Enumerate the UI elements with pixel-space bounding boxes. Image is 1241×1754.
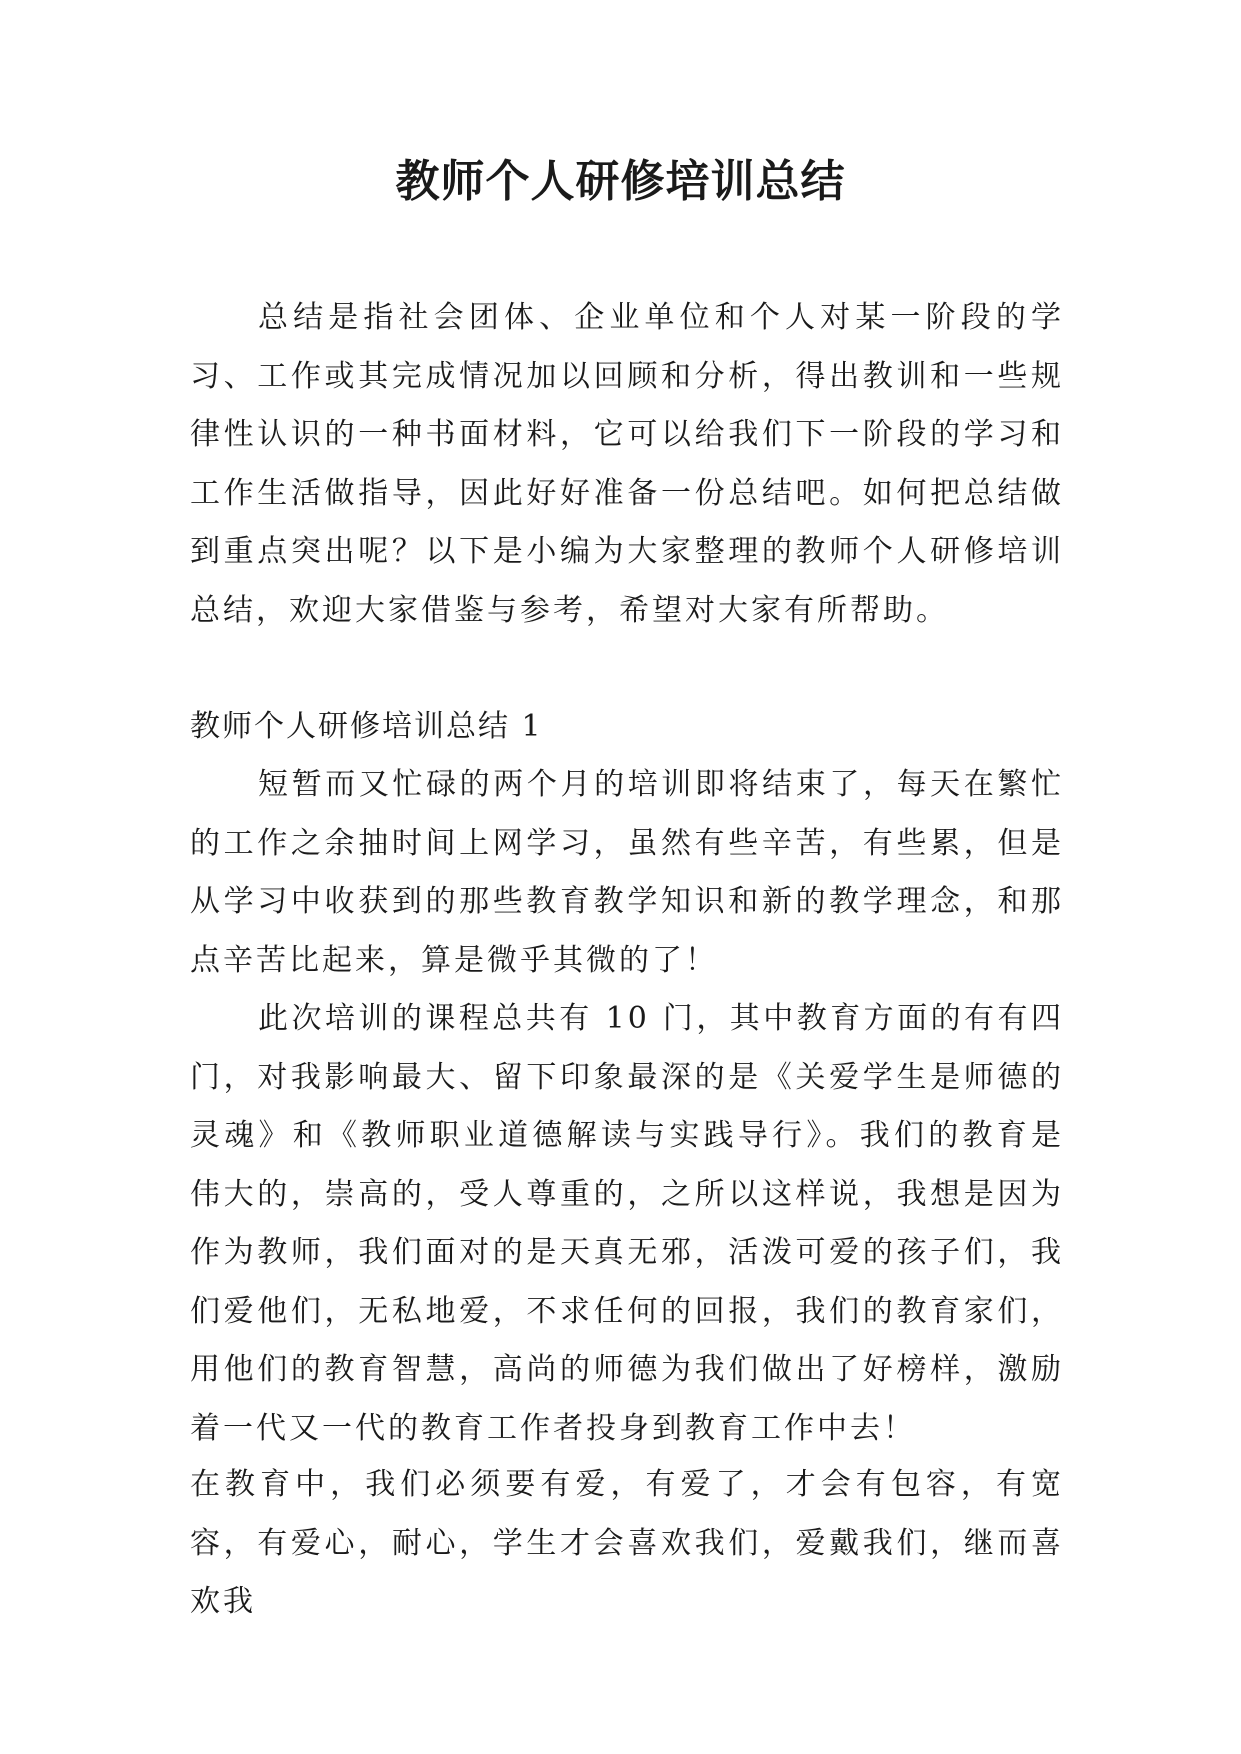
body-paragraph-1: 短暂而又忙碌的两个月的培训即将结束了，每天在繁忙的工作之余抽时间上网学习，虽然有些辛苦，有些累，但是从学习中收获到的那些教育教学知识和新的教学理念，和那点辛苦比起来，算是微乎其微的了！ [190, 767, 1064, 978]
body-paragraph-3: 在教育中，我们必须要有爱，有爱了，才会有包容，有宽容，有爱心，耐心，学生才会喜欢我们，爱戴我们，继而喜欢我 [190, 1467, 1064, 1619]
intro-paragraph: 总结是指社会团体、企业单位和个人对某一阶段的学习、工作或其完成情况加以回顾和分析，得出教训和一些规律性认识的一种书面材料，它可以给我们下一阶段的学习和工作生活做指导，因此好好准备一份总结吧。如何把总结做到重点突出呢？以下是小编为大家整理的教师个人研修培训总结，欢迎大家借鉴与参考，希望对大家有所帮助。 [190, 300, 1064, 628]
section-heading: 教师个人研修培训总结 1 [190, 709, 543, 744]
document-title: 教师个人研修培训总结 [395, 156, 846, 207]
body-paragraph-2: 此次培训的课程总共有 10 门，其中教育方面的有有四门，对我影响最大、留下印象最深的是《关爱学生是师德的灵魂》和《教师职业道德解读与实践导行》。我们的教育是伟大的，崇高的，受人尊重的，之所以这样说，我想是因为作为教师，我们面对的是天真无邪，活泼可爱的孩子们，我们爱他们，无私地爱，不求任何的回报，我们的教育家们，用他们的教育智慧，高尚的师德为我们做出了好榜样，激励着一代又一代的教育工作者投身到教育工作中去！ [190, 1001, 1064, 1446]
